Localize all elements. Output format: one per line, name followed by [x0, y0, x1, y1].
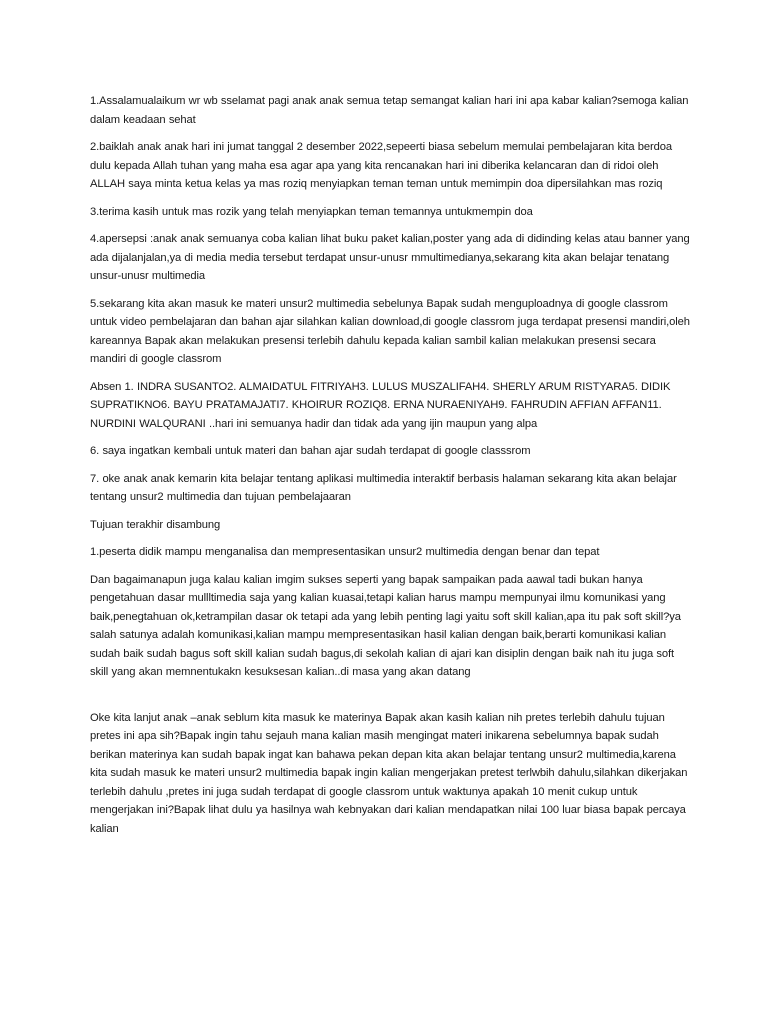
- paragraph-apersepsi: 4.apersepsi :anak anak semuanya coba kalian lihat buku paket kalian,poster yang ada di didinding kelas atau banner yang ada dijalanjalan,ya di media media tersebut terdapat unsur-unusr mmultimedianya,sekarang kita akan belajar tenatang unsur-unusr multimedia: [90, 233, 690, 282]
- paragraph-materi: 5.sekarang kita akan masuk ke materi unsur2 multimedia sebelunya Bapak sudah menguploadnya di google classrom untuk video pembelajaran dan bahan ajar silahkan kalian download,di google classrom juga terdapat presensi mandiri,oleh kareannya Bapak akan melakukan presensi terlebih dahulu kepada kalian sambil kalian melakukan presensi secara mandiri di google classrom: [90, 297, 690, 365]
- paragraph-objective-heading: Tujuan terakhir disambung: [90, 518, 221, 531]
- paragraph-soft-skill: Dan bagaimanapun juga kalau kalian imgim sukses seperti yang bapak sampaikan pada aawal tadi bukan hanya pengetahuan dasar mullltimedia saja yang kalian kuasai,tetapi kalian harus mampu mempunyai ilmu komunikasi yang baik,penegtahuan ok,ketrampilan dasar ok tetapi ada yang lebih penting lagi yaitu soft skill kalian,apa itu pak soft skill?ya salah satunya adalah komunikasi,kalian mampu mempresentasikan hasil kalian dengan baik,berarti komunikasi kalian sudah baik sudah bagus soft skill kalian sudah bagus,di sekolah kalian di ajari kan disiplin dengan baik nah itu juga soft skill yang akan memnentukakn kesuksesan kalian..di masa yang akan datang: [90, 573, 681, 678]
- paragraph-previous-lesson: 7. oke anak anak kemarin kita belajar tentang aplikasi multimedia interaktif berbasis halaman sekarang kita akan belajar tentang unsur2 multimedia dan tujuan pembelajaaran: [90, 472, 677, 503]
- paragraph-objective-1: 1.peserta didik mampu menganalisa dan mempresentasikan unsur2 multimedia dengan benar dan tepat: [90, 546, 600, 558]
- paragraph-thanks: 3.terima kasih untuk mas rozik yang telah menyiapkan teman temannya untukmempin doa: [90, 205, 533, 218]
- paragraph-attendance: Absen 1. INDRA SUSANTO2. ALMAIDATUL FITRIYAH3. LULUS MUSZALIFAH4. SHERLY ARUM RISTYARA5. DIDIK SUPRATIKNO6. BAYU PRATAMAJATI7. KHOIRUR ROZIQ8. ERNA NURAENIYAH9. FAHRUDIN AFFIAN AFFAN11. NURDINI WALQURANI ..hari ini semuanya hadir dan tidak ada yang ijin maupun yang alpa: [90, 380, 671, 430]
- paragraph-pretest: Oke kita lanjut anak –anak seblum kita masuk ke materinya Bapak akan kasih kalian nih pretes terlebih dahulu tujuan pretes ini apa sih?Bapak ingin tahu sejauh mana kalian masih mengingat materi inikarena sebelumnya bapak sudah berikan materinya kan sudah bapak ingat kan bahawa pekan depan kita akan belajar tentang unsur2 multimedia,karena kita sudah masuk ke materi unsur2 multimedia bapak ingin kalian mengerjakan pretest terlwbih dahulu,silahkan dikerjakan terlebih dahulu ,pretes ini juga sudah terdapat di google classrom untuk waktunya apakah 10 menit cukup untuk mengerjakan ini?Bapak lihat dulu ya hasilnya wah kebnyakan dari kalian mendapatkan nilai 100 luar biasa bapak percaya kalian: [90, 711, 688, 835]
- document-body: [90, 92, 690, 847]
- paragraph-prayer: 2.baiklah anak anak hari ini jumat tanggal 2 desember 2022,sepeerti biasa sebelum memulai pembelajaran kita berdoa dulu kepada Allah tuhan yang maha esa agar apa yang kita rencanakan hari ini diberika kelancaran dan di ridoi oleh ALLAH saya minta ketua kelas ya mas roziq menyiapkan teman teman untuk memimpin doa dipersilahkan mas roziq: [90, 141, 673, 190]
- paragraph-greeting: 1.Assalamualaikum wr wb sselamat pagi anak anak semua tetap semangat kalian hari ini apa kabar kalian?semoga kalian dalam keadaan sehat: [90, 95, 689, 126]
- paragraph-reminder: 6. saya ingatkan kembali untuk materi dan bahan ajar sudah terdapat di google classsrom: [90, 445, 531, 457]
